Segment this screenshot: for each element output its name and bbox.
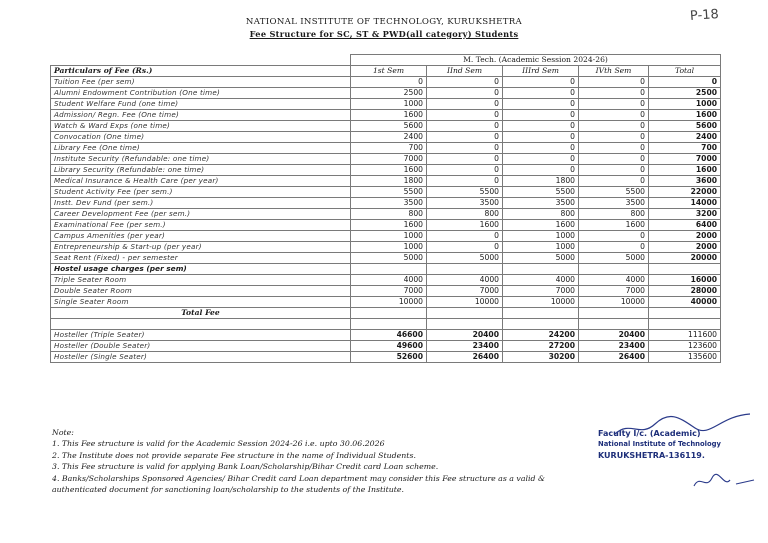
sem4-value: 23400 [579, 341, 649, 352]
hostel-header: Hostel usage charges (per sem) [51, 264, 351, 275]
sem1-value: 46600 [351, 330, 427, 341]
row-total: 20000 [649, 253, 721, 264]
row-total: 16000 [649, 275, 721, 286]
column-header-sem4: IVth Sem [579, 66, 649, 77]
sem3-value: 1800 [503, 176, 579, 187]
page-reference-note: P-18 [689, 7, 720, 24]
sem3-value: 27200 [503, 341, 579, 352]
row-label: Hosteller (Single Seater) [51, 352, 351, 363]
stamp-line-institute: National Institute of Technology [598, 440, 721, 448]
hostel-header-row [51, 264, 721, 275]
institute-title: NATIONAL INSTITUTE OF TECHNOLOGY, KURUKSHETRA [245, 17, 523, 27]
fee-row [51, 165, 721, 176]
sem4-value: 3500 [579, 198, 649, 209]
sem1-value: 1000 [351, 242, 427, 253]
sem1-value: 1000 [351, 99, 427, 110]
row-total: 700 [649, 143, 721, 154]
sem3-value: 0 [503, 143, 579, 154]
sem4-value: 0 [579, 231, 649, 242]
sem3-value: 0 [503, 77, 579, 88]
total-row [51, 352, 721, 363]
sem1-value: 5500 [351, 187, 427, 198]
sem3-value: 7000 [503, 286, 579, 297]
sem2-value: 4000 [427, 275, 503, 286]
sem3-value: 0 [503, 132, 579, 143]
sem4-value: 0 [579, 77, 649, 88]
hostel-row [51, 286, 721, 297]
sem3-value: 10000 [503, 297, 579, 308]
sem1-value: 0 [351, 77, 427, 88]
row-label: Medical Insurance & Health Care (per year) [51, 176, 351, 187]
row-label: Hosteller (Triple Seater) [51, 330, 351, 341]
sem2-value: 3500 [427, 198, 503, 209]
sem1-value: 7000 [351, 286, 427, 297]
column-header-particulars: Particulars of Fee (Rs.) [51, 66, 351, 77]
spacer-cell [579, 319, 649, 330]
empty-cell [427, 308, 503, 319]
sem3-value: 0 [503, 88, 579, 99]
sem4-value: 20400 [579, 330, 649, 341]
column-header-sem2: IInd Sem [427, 66, 503, 77]
row-total: 2400 [649, 132, 721, 143]
sem4-value: 26400 [579, 352, 649, 363]
sem1-value: 4000 [351, 275, 427, 286]
row-total: 111600 [649, 330, 721, 341]
row-label: Instt. Dev Fund (per sem.) [51, 198, 351, 209]
row-label: Admission/ Regn. Fee (One time) [51, 110, 351, 121]
row-total: 2500 [649, 88, 721, 99]
sem1-value: 49600 [351, 341, 427, 352]
sem2-value: 0 [427, 231, 503, 242]
sem3-value: 24200 [503, 330, 579, 341]
sem2-value: 0 [427, 77, 503, 88]
sem1-value: 2400 [351, 132, 427, 143]
sem3-value: 3500 [503, 198, 579, 209]
note-item-2: 2. The Institute does not provide separate Fee structure in the name of Individual Students. [52, 450, 416, 460]
sem2-value: 26400 [427, 352, 503, 363]
sem3-value: 0 [503, 154, 579, 165]
sem2-value: 0 [427, 176, 503, 187]
row-label: Entrepreneurship & Start-up (per year) [51, 242, 351, 253]
row-label: Student Welfare Fund (one time) [51, 99, 351, 110]
empty-cell [351, 264, 427, 275]
column-header-sem3: IIIrd Sem [503, 66, 579, 77]
row-total: 123600 [649, 341, 721, 352]
stamp-line-city: KURUKSHETRA-136119. [598, 451, 705, 460]
sem1-value: 2500 [351, 88, 427, 99]
fee-structure-subtitle: Fee Structure for SC, ST & PWD(all category) Students [249, 29, 519, 39]
sem1-value: 1600 [351, 220, 427, 231]
sem4-value: 0 [579, 110, 649, 121]
fee-row [51, 143, 721, 154]
row-label: Watch & Ward Exps (one time) [51, 121, 351, 132]
sem4-value: 4000 [579, 275, 649, 286]
row-label: Convocation (One time) [51, 132, 351, 143]
row-total: 6400 [649, 220, 721, 231]
total-fee-header-row [51, 308, 721, 319]
total-fee-header: Total Fee [51, 308, 351, 319]
empty-corner-cell [51, 55, 351, 66]
notes-heading: Note: [52, 428, 74, 437]
note-item-3: 3. This Fee structure is valid for applying Bank Loan/Scholarship/Bihar Credit card Loan scheme. [52, 462, 439, 472]
sem2-value: 0 [427, 143, 503, 154]
sem3-value: 1000 [503, 231, 579, 242]
sem3-value: 1600 [503, 220, 579, 231]
sem1-value: 52600 [351, 352, 427, 363]
row-label: Single Seater Room [51, 297, 351, 308]
row-label: Library Security (Refundable: one time) [51, 165, 351, 176]
row-label: Tuition Fee (per sem) [51, 77, 351, 88]
empty-cell [503, 308, 579, 319]
sem2-value: 0 [427, 154, 503, 165]
sem2-value: 0 [427, 242, 503, 253]
fee-row [51, 231, 721, 242]
empty-cell [503, 264, 579, 275]
sem1-value: 1800 [351, 176, 427, 187]
spacer-cell [51, 319, 351, 330]
spacer-cell [427, 319, 503, 330]
sem2-value: 5000 [427, 253, 503, 264]
total-row [51, 330, 721, 341]
sem2-value: 20400 [427, 330, 503, 341]
row-total: 22000 [649, 187, 721, 198]
sem1-value: 3500 [351, 198, 427, 209]
spacer-cell [503, 319, 579, 330]
sem2-value: 7000 [427, 286, 503, 297]
row-total: 5600 [649, 121, 721, 132]
row-total: 3200 [649, 209, 721, 220]
spacer-cell [351, 319, 427, 330]
sem2-value: 0 [427, 88, 503, 99]
empty-cell [351, 308, 427, 319]
row-total: 1600 [649, 110, 721, 121]
sem3-value: 1000 [503, 242, 579, 253]
sem4-value: 0 [579, 176, 649, 187]
sem1-value: 10000 [351, 297, 427, 308]
row-total: 40000 [649, 297, 721, 308]
note-item-1: 1. This Fee structure is valid for the Academic Session 2024-26 i.e. upto 30.06.2026 [52, 439, 385, 449]
row-total: 0 [649, 77, 721, 88]
fee-row [51, 198, 721, 209]
stamp-line-designation: Faculty I/c. (Academic) [598, 429, 701, 438]
sem2-value: 10000 [427, 297, 503, 308]
hostel-row [51, 297, 721, 308]
fee-row [51, 253, 721, 264]
row-label: Campus Amenities (per year) [51, 231, 351, 242]
fee-row [51, 77, 721, 88]
row-label: Seat Rent (Fixed) - per semester [51, 253, 351, 264]
sem4-value: 0 [579, 99, 649, 110]
row-label: Library Fee (One time) [51, 143, 351, 154]
sem3-value: 0 [503, 165, 579, 176]
sem1-value: 5600 [351, 121, 427, 132]
empty-cell [579, 308, 649, 319]
sem4-value: 7000 [579, 286, 649, 297]
sem2-value: 5500 [427, 187, 503, 198]
sem1-value: 5000 [351, 253, 427, 264]
row-total: 1000 [649, 99, 721, 110]
sem2-value: 0 [427, 165, 503, 176]
sem4-value: 0 [579, 121, 649, 132]
spacer-cell [649, 319, 721, 330]
sem2-value: 0 [427, 110, 503, 121]
column-header-row [51, 66, 721, 77]
column-header-sem1: 1st Sem [351, 66, 427, 77]
fee-row [51, 176, 721, 187]
sem4-value: 0 [579, 165, 649, 176]
sem3-value: 0 [503, 121, 579, 132]
fee-row [51, 121, 721, 132]
sem4-value: 0 [579, 154, 649, 165]
fee-row [51, 187, 721, 198]
sem2-value: 800 [427, 209, 503, 220]
empty-cell [649, 308, 721, 319]
column-header-total: Total [649, 66, 721, 77]
row-total: 28000 [649, 286, 721, 297]
session-header-row [51, 55, 721, 66]
session-label: M. Tech. (Academic Session 2024-26) [351, 55, 721, 66]
sem2-value: 0 [427, 132, 503, 143]
fee-row [51, 220, 721, 231]
sem4-value: 0 [579, 242, 649, 253]
fee-row [51, 132, 721, 143]
row-label: Hosteller (Double Seater) [51, 341, 351, 352]
sem3-value: 4000 [503, 275, 579, 286]
sem1-value: 7000 [351, 154, 427, 165]
row-label: Institute Security (Refundable: one time) [51, 154, 351, 165]
row-label: Examinational Fee (per sem.) [51, 220, 351, 231]
sem3-value: 0 [503, 110, 579, 121]
row-label: Double Seater Room [51, 286, 351, 297]
sem3-value: 800 [503, 209, 579, 220]
sem1-value: 800 [351, 209, 427, 220]
empty-cell [649, 264, 721, 275]
row-total: 1600 [649, 165, 721, 176]
fee-row [51, 99, 721, 110]
sem1-value: 700 [351, 143, 427, 154]
fee-table [50, 54, 721, 363]
initials-mark [690, 470, 760, 492]
sem1-value: 1600 [351, 110, 427, 121]
sem2-value: 0 [427, 121, 503, 132]
fee-row [51, 110, 721, 121]
empty-cell [579, 264, 649, 275]
row-total: 3600 [649, 176, 721, 187]
row-total: 2000 [649, 242, 721, 253]
note-item-4: 4. Banks/Scholarships Sponsored Agencies/ Bihar Credit card Loan department may consider this Fee structure as a valid & [52, 473, 545, 483]
fee-row [51, 154, 721, 165]
row-total: 2000 [649, 231, 721, 242]
signature-mark [610, 410, 760, 440]
total-row [51, 341, 721, 352]
sem1-value: 1600 [351, 165, 427, 176]
sem4-value: 5500 [579, 187, 649, 198]
spacer-row [51, 319, 721, 330]
sem3-value: 5000 [503, 253, 579, 264]
sem4-value: 0 [579, 88, 649, 99]
note-item-4-continued: authenticated document for sanctioning loan/scholarship to the students of the Institute. [52, 485, 404, 495]
sem3-value: 0 [503, 99, 579, 110]
row-label: Triple Seater Room [51, 275, 351, 286]
sem2-value: 1600 [427, 220, 503, 231]
row-total: 14000 [649, 198, 721, 209]
fee-row [51, 242, 721, 253]
fee-row [51, 209, 721, 220]
row-total: 7000 [649, 154, 721, 165]
sem1-value: 1000 [351, 231, 427, 242]
row-label: Alumni Endowment Contribution (One time) [51, 88, 351, 99]
sem4-value: 5000 [579, 253, 649, 264]
row-label: Career Development Fee (per sem.) [51, 209, 351, 220]
sem4-value: 10000 [579, 297, 649, 308]
sem4-value: 0 [579, 143, 649, 154]
empty-cell [427, 264, 503, 275]
sem2-value: 0 [427, 99, 503, 110]
sem4-value: 800 [579, 209, 649, 220]
sem4-value: 1600 [579, 220, 649, 231]
row-label: Student Activity Fee (per sem.) [51, 187, 351, 198]
sem3-value: 30200 [503, 352, 579, 363]
sem2-value: 23400 [427, 341, 503, 352]
hostel-row [51, 275, 721, 286]
fee-row [51, 88, 721, 99]
sem3-value: 5500 [503, 187, 579, 198]
sem4-value: 0 [579, 132, 649, 143]
row-total: 135600 [649, 352, 721, 363]
